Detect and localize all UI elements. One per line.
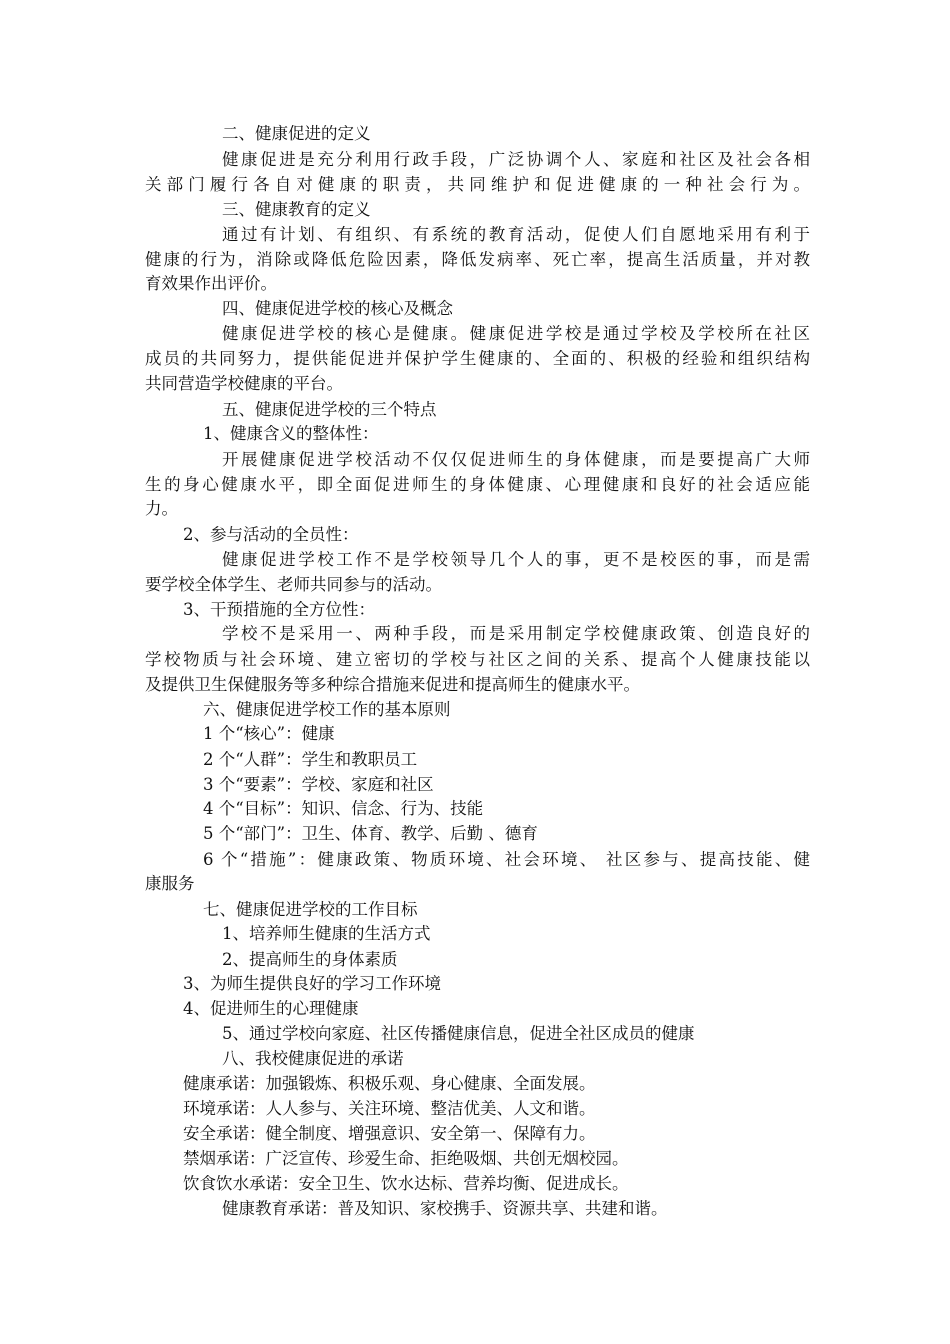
paragraph-line: 力。: [145, 499, 178, 518]
heading-health-promotion-definition: 二、健康促进的定义: [222, 124, 371, 143]
commitment-item: 安全承诺：健全制度、增强意识、安全第一、保障有力。: [183, 1124, 596, 1143]
subheading-feature-2: 2、参与活动的全员性：: [183, 525, 359, 544]
paragraph-line: 要学校全体学生、老师共同参与的活动。: [145, 575, 442, 594]
paragraph-line: 学校物质与社会环境、建立密切的学校与社区之间的关系、提高个人健康技能以: [145, 650, 810, 669]
principle-item: 2 个“人群”：学生和教职员工: [203, 750, 418, 769]
paragraph-line: 及提供卫生保健服务等多种综合措施来促进和提高师生的健康水平。: [145, 675, 640, 694]
goal-item: 1、培养师生健康的生活方式: [222, 924, 431, 943]
principle-item: 3 个“要素”：学校、家庭和社区: [203, 775, 434, 794]
paragraph-line: 育效果作出评价。: [145, 274, 277, 293]
principle-item: 4 个“目标”：知识、信念、行为、技能: [203, 799, 484, 818]
commitment-item: 健康教育承诺：普及知识、家校携手、资源共享、共建和谐。: [222, 1199, 668, 1218]
paragraph-line: 通过有计划、有组织、有系统的教育活动，促使人们自愿地采用有利于: [222, 225, 810, 244]
subheading-feature-3: 3、干预措施的全方位性：: [183, 600, 375, 619]
commitment-item: 饮食饮水承诺：安全卫生、饮水达标、营养均衡、促进成长。: [183, 1174, 629, 1193]
heading-health-education-definition: 三、健康教育的定义: [222, 200, 371, 219]
heading-three-features: 五、健康促进学校的三个特点: [222, 400, 437, 419]
paragraph-line: 生的身心健康水平，即全面促进师生的身体健康、心理健康和良好的社会适应能: [145, 475, 810, 494]
paragraph-line: 健康促进学校工作不是学校领导几个人的事，更不是校医的事，而是需: [222, 550, 810, 569]
principle-item: 6 个“措施”：健康政策、物质环境、社会环境、 社区参与、提高技能、健: [203, 850, 810, 869]
heading-core-and-concept: 四、健康促进学校的核心及概念: [222, 299, 453, 318]
paragraph-line: 成员的共同努力，提供能促进并保护学生健康的、全面的、积极的经验和组织结构: [145, 349, 810, 368]
goal-item: 5、通过学校向家庭、社区传播健康信息，促进全社区成员的健康: [222, 1024, 695, 1043]
paragraph-line: 健康促进是充分利用行政手段，广泛协调个人、家庭和社区及社会各相: [222, 150, 810, 169]
principle-item: 5 个“部门”：卫生、体育、教学、后勤 、德育: [203, 824, 538, 843]
heading-work-goals: 七、健康促进学校的工作目标: [203, 900, 418, 919]
paragraph-line: 康服务: [145, 874, 195, 893]
paragraph-line: 学校不是采用一、两种手段，而是采用制定学校健康政策、创造良好的: [222, 624, 810, 643]
paragraph-line: 健康的行为，消除或降低危险因素，降低发病率、死亡率，提高生活质量，并对教: [145, 250, 810, 269]
commitment-item: 健康承诺：加强锻炼、积极乐观、身心健康、全面发展。: [183, 1074, 596, 1093]
heading-basic-principles: 六、健康促进学校工作的基本原则: [203, 700, 451, 719]
goal-item: 3、为师生提供良好的学习工作环境: [183, 974, 441, 993]
goal-item: 4、促进师生的心理健康: [183, 999, 359, 1018]
paragraph-line: 共同营造学校健康的平台。: [145, 374, 343, 393]
goal-item: 2、提高师生的身体素质: [222, 950, 398, 969]
subheading-feature-1: 1、健康含义的整体性：: [203, 424, 379, 443]
principle-item: 1 个“核心”：健康: [203, 724, 335, 743]
heading-commitments: 八、我校健康促进的承诺: [222, 1049, 404, 1068]
paragraph-line: 关部门履行各自对健康的职责，共同维护和促进健康的一种社会行为。: [145, 175, 810, 194]
paragraph-line: 健康促进学校的核心是健康。健康促进学校是通过学校及学校所在社区: [222, 324, 810, 343]
commitment-item: 禁烟承诺：广泛宣传、珍爱生命、拒绝吸烟、共创无烟校园。: [183, 1149, 629, 1168]
commitment-item: 环境承诺：人人参与、关注环境、整洁优美、人文和谐。: [183, 1099, 596, 1118]
paragraph-line: 开展健康促进学校活动不仅仅促进师生的身体健康，而是要提高广大师: [222, 450, 810, 469]
